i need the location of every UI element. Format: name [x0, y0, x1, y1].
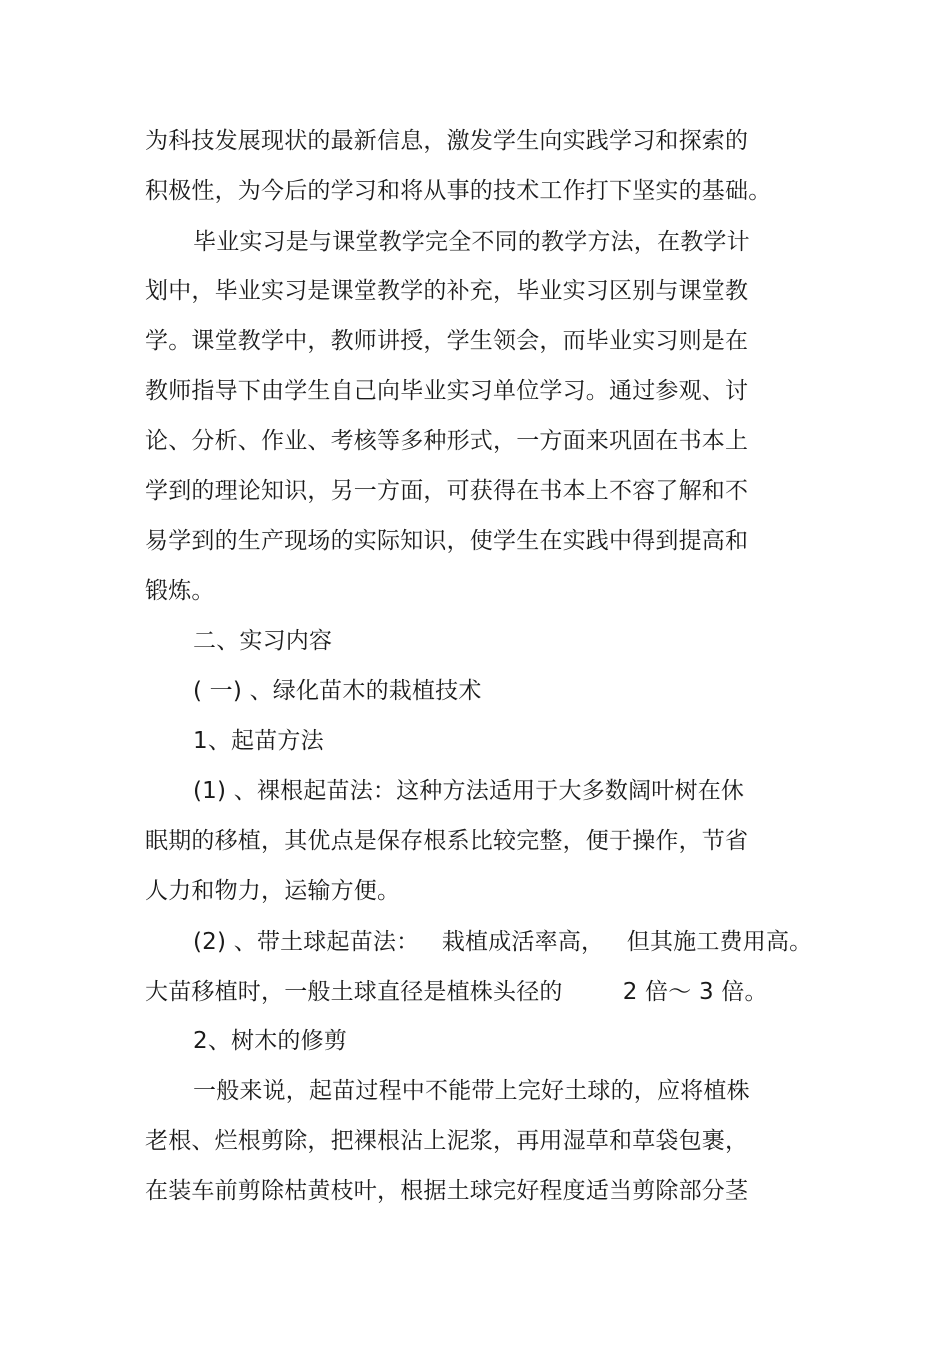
paragraph-line: 为科技发展现状的最新信息，激发学生向实践学习和探索的 — [145, 128, 749, 154]
paragraph-line: 学。课堂教学中，教师讲授，学生领会，而毕业实习则是在 — [145, 328, 749, 354]
paragraph-line: 划中，毕业实习是课堂教学的补充，毕业实习区别与课堂教 — [145, 278, 749, 304]
paragraph-line: (1) 、裸根起苗法：这种方法适用于大多数阔叶树在休 — [193, 778, 745, 804]
paragraph-line: 在装车前剪除枯黄枝叶，根据土球完好程度适当剪除部分茎 — [145, 1178, 749, 1204]
paragraph-line: 积极性，为今后的学习和将从事的技术工作打下坚实的基础。 — [145, 178, 772, 204]
item-heading: 2、树木的修剪 — [193, 1028, 348, 1054]
paragraph-line: 大苗移植时，一般土球直径是植株头径的 2 倍～ 3 倍。 — [145, 979, 768, 1005]
paragraph-line: (2) 、带土球起苗法： 栽植成活率高， 但其施工费用高。 — [193, 929, 813, 955]
paragraph-line: 眠期的移植，其优点是保存根系比较完整，便于操作，节省 — [145, 828, 749, 854]
paragraph-line: 人力和物力，运输方便。 — [145, 878, 401, 904]
section-heading: 二、实习内容 — [193, 628, 333, 654]
paragraph-line: 一般来说，起苗过程中不能带上完好土球的，应将植株 — [193, 1078, 750, 1104]
paragraph-line: 锻炼。 — [145, 578, 215, 604]
item-heading: 1、起苗方法 — [193, 728, 324, 754]
paragraph-line: 易学到的生产现场的实际知识，使学生在实践中得到提高和 — [145, 528, 749, 554]
paragraph-line: 老根、烂根剪除，把裸根沾上泥浆，再用湿草和草袋包裹， — [145, 1128, 749, 1154]
paragraph-line: 毕业实习是与课堂教学完全不同的教学方法，在教学计 — [193, 229, 750, 255]
paragraph-line: 教师指导下由学生自己向毕业实习单位学习。通过参观、讨 — [145, 378, 749, 404]
paragraph-line: 学到的理论知识，另一方面，可获得在书本上不容了解和不 — [145, 478, 749, 504]
subsection-heading: ( 一) 、绿化苗木的栽植技术 — [193, 678, 482, 704]
paragraph-line: 论、分析、作业、考核等多种形式，一方面来巩固在书本上 — [145, 428, 749, 454]
